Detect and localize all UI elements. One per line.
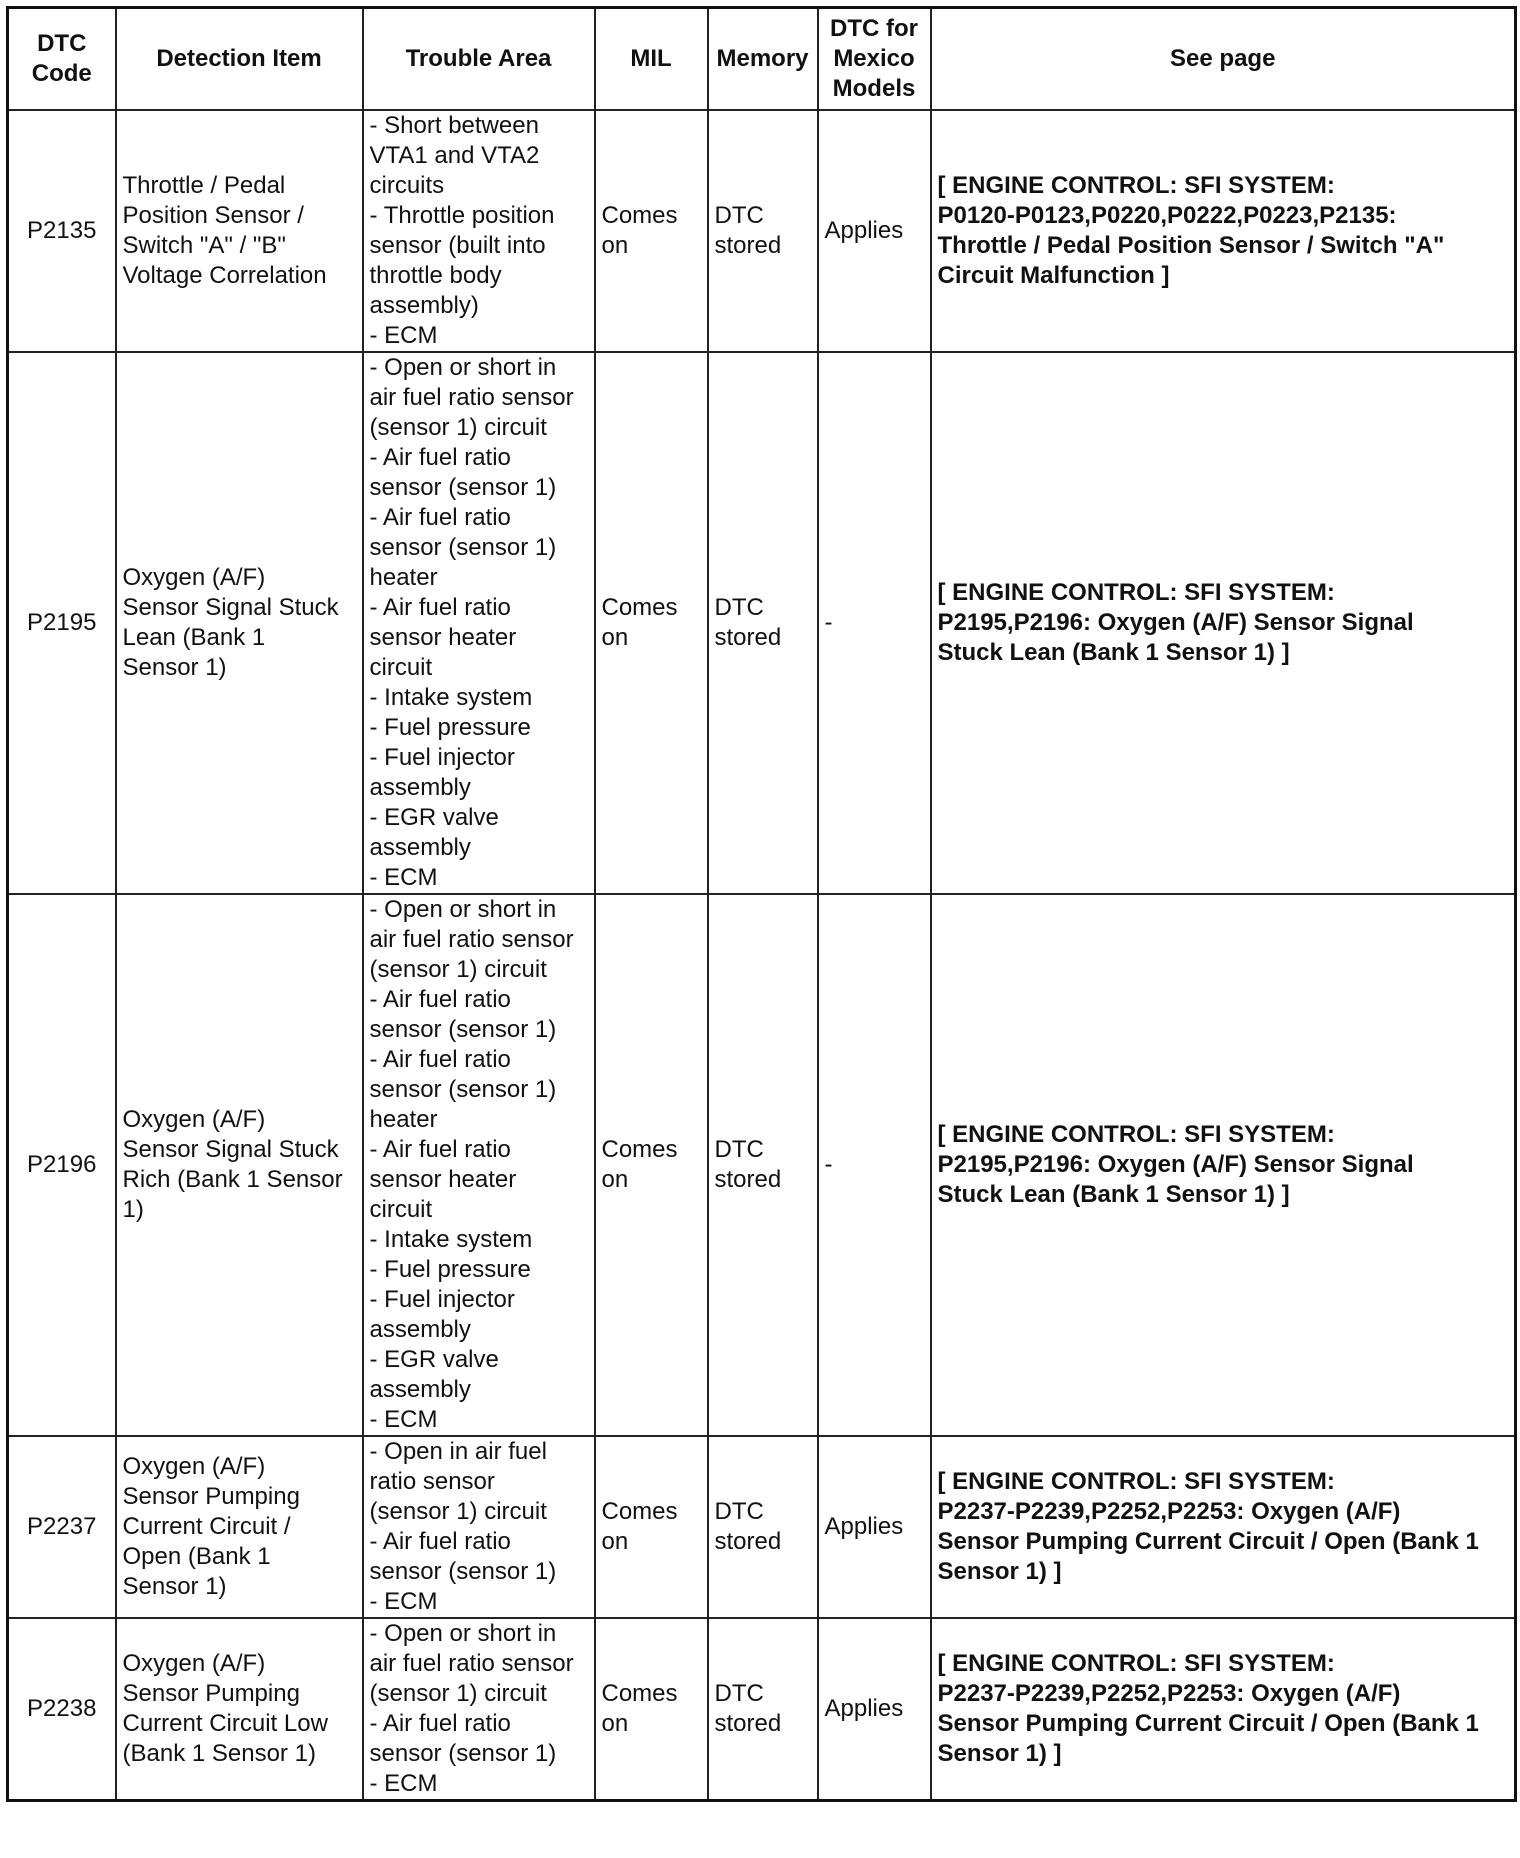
detection-item-cell-line: 1)	[122, 1196, 144, 1223]
trouble-area-cell-line: assembly	[369, 834, 471, 861]
detection-item-cell	[116, 1618, 363, 1801]
trouble-area-cell-line: - ECM	[369, 864, 438, 891]
see-page-link-line: Sensor Pumping Current Circuit / Open (Bank 1	[937, 1710, 1479, 1737]
dtc-code-cell: P2196	[8, 894, 116, 1436]
memory-cell	[708, 110, 818, 352]
detection-item-cell-line: Current Circuit /	[122, 1513, 291, 1540]
trouble-area-cell-line: (sensor 1) circuit	[369, 1680, 547, 1707]
memory-cell	[708, 1618, 818, 1801]
trouble-area-cell-line: circuit	[369, 1196, 433, 1223]
see-page-link-line: [ ENGINE CONTROL: SFI SYSTEM:	[937, 1650, 1335, 1677]
trouble-area-cell-line: heater	[369, 564, 438, 591]
detection-item-cell-line: Sensor 1)	[122, 1573, 227, 1600]
mexico-cell: Applies	[818, 1436, 931, 1618]
trouble-area-cell-line: circuits	[369, 172, 445, 199]
trouble-area-cell-line: heater	[369, 1106, 438, 1133]
see-page-link-line: Sensor 1) ]	[937, 1740, 1062, 1767]
see-page-link-line: Stuck Lean (Bank 1 Sensor 1) ]	[937, 639, 1290, 666]
trouble-area-cell-line: - Fuel injector	[369, 1286, 515, 1313]
table-row	[8, 352, 1516, 894]
detection-item-cell-line: Switch "A" / "B"	[122, 232, 286, 259]
memory-cell-line: DTC	[714, 202, 764, 229]
trouble-area-cell-line: - Air fuel ratio	[369, 504, 511, 531]
trouble-area-cell-line: - Air fuel ratio	[369, 1136, 511, 1163]
see-page-link-line: P2195,P2196: Oxygen (A/F) Sensor Signal	[937, 1151, 1414, 1178]
mil-cell	[595, 1618, 708, 1801]
header-dtc-code: DTC Code	[8, 8, 116, 111]
mexico-cell: Applies	[818, 110, 931, 352]
detection-item-cell	[116, 110, 363, 352]
trouble-area-cell-line: sensor (sensor 1)	[369, 474, 557, 501]
trouble-area-cell-line: - Open or short in	[369, 354, 557, 381]
see-page-link-line: [ ENGINE CONTROL: SFI SYSTEM:	[937, 579, 1335, 606]
see-page-link[interactable]	[931, 894, 1516, 1436]
see-page-link-line: [ ENGINE CONTROL: SFI SYSTEM:	[937, 1121, 1335, 1148]
detection-item-cell-line: Oxygen (A/F)	[122, 564, 266, 591]
header-mexico: DTC for Mexico Models	[818, 8, 931, 111]
trouble-area-cell-line: throttle body	[369, 262, 502, 289]
header-memory: Memory	[708, 8, 818, 111]
trouble-area-cell-line: sensor (built into	[369, 232, 546, 259]
see-page-link[interactable]	[931, 1618, 1516, 1801]
header-trouble-area: Trouble Area	[363, 8, 595, 111]
trouble-area-cell	[363, 1618, 595, 1801]
see-page-link-line: P2195,P2196: Oxygen (A/F) Sensor Signal	[937, 609, 1414, 636]
memory-cell-line: stored	[714, 1710, 782, 1737]
trouble-area-cell-line: - EGR valve	[369, 804, 499, 831]
trouble-area-cell-line: ratio sensor	[369, 1468, 495, 1495]
table-row	[8, 1436, 1516, 1618]
trouble-area-cell-line: - Fuel pressure	[369, 1256, 531, 1283]
mexico-cell: -	[818, 352, 931, 894]
trouble-area-cell	[363, 110, 595, 352]
trouble-area-cell-line: (sensor 1) circuit	[369, 956, 547, 983]
trouble-area-cell-line: sensor (sensor 1)	[369, 534, 557, 561]
detection-item-cell-line: Sensor Signal Stuck	[122, 1136, 339, 1163]
see-page-link-line: Sensor 1) ]	[937, 1558, 1062, 1585]
header-mil: MIL	[595, 8, 708, 111]
memory-cell-line: DTC	[714, 1498, 764, 1525]
memory-cell-line: DTC	[714, 594, 764, 621]
trouble-area-cell-line: - Open or short in	[369, 896, 557, 923]
see-page-link-line: Circuit Malfunction ]	[937, 262, 1170, 289]
trouble-area-cell-line: assembly	[369, 1316, 471, 1343]
see-page-link-line: Throttle / Pedal Position Sensor / Switch "A"	[937, 232, 1445, 259]
trouble-area-cell-line: - Fuel pressure	[369, 714, 531, 741]
trouble-area-cell-line: circuit	[369, 654, 433, 681]
trouble-area-cell-line: - ECM	[369, 1588, 438, 1615]
mil-cell-line: Comes	[601, 1498, 678, 1525]
trouble-area-cell-line: - Open or short in	[369, 1620, 557, 1647]
detection-item-cell-line: Sensor Pumping	[122, 1680, 300, 1707]
trouble-area-cell	[363, 352, 595, 894]
trouble-area-cell-line: assembly)	[369, 292, 479, 319]
dtc-code-cell: P2195	[8, 352, 116, 894]
mil-cell	[595, 1436, 708, 1618]
detection-item-cell-line: Sensor 1)	[122, 654, 227, 681]
detection-item-cell-line: Oxygen (A/F)	[122, 1453, 266, 1480]
mil-cell-line: on	[601, 232, 629, 259]
trouble-area-cell-line: - Fuel injector	[369, 744, 515, 771]
detection-item-cell-line: Sensor Pumping	[122, 1483, 300, 1510]
detection-item-cell-line: Throttle / Pedal	[122, 172, 286, 199]
dtc-table	[6, 6, 1517, 1802]
trouble-area-cell-line: VTA1 and VTA2	[369, 142, 540, 169]
see-page-link-line: Sensor Pumping Current Circuit / Open (Bank 1	[937, 1528, 1479, 1555]
detection-item-cell	[116, 894, 363, 1436]
dtc-code-cell: P2237	[8, 1436, 116, 1618]
detection-item-cell	[116, 1436, 363, 1618]
trouble-area-cell-line: sensor (sensor 1)	[369, 1016, 557, 1043]
mil-cell-line: Comes	[601, 1680, 678, 1707]
trouble-area-cell-line: - Air fuel ratio	[369, 1710, 511, 1737]
trouble-area-cell-line: - Air fuel ratio	[369, 1528, 511, 1555]
detection-item-cell-line: Oxygen (A/F)	[122, 1650, 266, 1677]
see-page-link[interactable]	[931, 110, 1516, 352]
mexico-cell: Applies	[818, 1618, 931, 1801]
memory-cell	[708, 1436, 818, 1618]
trouble-area-cell-line: - Air fuel ratio	[369, 594, 511, 621]
trouble-area-cell-line: - ECM	[369, 322, 438, 349]
trouble-area-cell	[363, 894, 595, 1436]
mil-cell	[595, 110, 708, 352]
table-row	[8, 1618, 1516, 1801]
mil-cell	[595, 894, 708, 1436]
memory-cell-line: stored	[714, 232, 782, 259]
trouble-area-cell-line: assembly	[369, 774, 471, 801]
trouble-area-cell-line: - Open in air fuel	[369, 1438, 547, 1465]
mil-cell	[595, 352, 708, 894]
header-detection-item: Detection Item	[116, 8, 363, 111]
mil-cell-line: Comes	[601, 202, 678, 229]
table-row	[8, 894, 1516, 1436]
trouble-area-cell-line: - Short between	[369, 112, 539, 139]
trouble-area-cell-line: sensor (sensor 1)	[369, 1740, 557, 1767]
trouble-area-cell-line: (sensor 1) circuit	[369, 1498, 547, 1525]
mexico-cell: -	[818, 894, 931, 1436]
detection-item-cell	[116, 352, 363, 894]
mil-cell-line: Comes	[601, 594, 678, 621]
memory-cell-line: stored	[714, 1528, 782, 1555]
trouble-area-cell-line: air fuel ratio sensor	[369, 384, 574, 411]
trouble-area-cell-line: - Intake system	[369, 1226, 533, 1253]
mil-cell-line: Comes	[601, 1136, 678, 1163]
trouble-area-cell-line: - ECM	[369, 1406, 438, 1433]
detection-item-cell-line: Rich (Bank 1 Sensor	[122, 1166, 343, 1193]
trouble-area-cell-line: sensor (sensor 1)	[369, 1558, 557, 1585]
trouble-area-cell-line: - Intake system	[369, 684, 533, 711]
detection-item-cell-line: Oxygen (A/F)	[122, 1106, 266, 1133]
see-page-link-line: Stuck Lean (Bank 1 Sensor 1) ]	[937, 1181, 1290, 1208]
header-row	[8, 8, 1516, 111]
trouble-area-cell-line: air fuel ratio sensor	[369, 926, 574, 953]
detection-item-cell-line: Sensor Signal Stuck	[122, 594, 339, 621]
dtc-code-cell: P2135	[8, 110, 116, 352]
detection-item-cell-line: Open (Bank 1	[122, 1543, 271, 1570]
memory-cell-line: stored	[714, 1166, 782, 1193]
see-page-link-line: [ ENGINE CONTROL: SFI SYSTEM:	[937, 172, 1335, 199]
table-row	[8, 110, 1516, 352]
mil-cell-line: on	[601, 1710, 629, 1737]
trouble-area-cell-line: - Air fuel ratio	[369, 1046, 511, 1073]
detection-item-cell-line: (Bank 1 Sensor 1)	[122, 1740, 316, 1767]
see-page-link-line: P2237-P2239,P2252,P2253: Oxygen (A/F)	[937, 1680, 1401, 1707]
header-see-page: See page	[931, 8, 1516, 111]
memory-cell-line: DTC	[714, 1136, 764, 1163]
detection-item-cell-line: Position Sensor /	[122, 202, 304, 229]
trouble-area-cell-line: sensor (sensor 1)	[369, 1076, 557, 1103]
mil-cell-line: on	[601, 1528, 629, 1555]
see-page-link[interactable]	[931, 1436, 1516, 1618]
trouble-area-cell-line: - ECM	[369, 1770, 438, 1797]
see-page-link-line: P0120-P0123,P0220,P0222,P0223,P2135:	[937, 202, 1397, 229]
trouble-area-cell-line: - EGR valve	[369, 1346, 499, 1373]
trouble-area-cell-line: - Air fuel ratio	[369, 986, 511, 1013]
trouble-area-cell-line: - Throttle position	[369, 202, 555, 229]
detection-item-cell-line: Current Circuit Low	[122, 1710, 328, 1737]
trouble-area-cell-line: sensor heater	[369, 1166, 517, 1193]
trouble-area-cell-line: sensor heater	[369, 624, 517, 651]
memory-cell	[708, 352, 818, 894]
mil-cell-line: on	[601, 624, 629, 651]
detection-item-cell-line: Voltage Correlation	[122, 262, 327, 289]
trouble-area-cell	[363, 1436, 595, 1618]
memory-cell	[708, 894, 818, 1436]
dtc-code-cell: P2238	[8, 1618, 116, 1801]
table-body	[8, 110, 1516, 1801]
trouble-area-cell-line: assembly	[369, 1376, 471, 1403]
trouble-area-cell-line: air fuel ratio sensor	[369, 1650, 574, 1677]
trouble-area-cell-line: - Air fuel ratio	[369, 444, 511, 471]
detection-item-cell-line: Lean (Bank 1	[122, 624, 266, 651]
trouble-area-cell-line: (sensor 1) circuit	[369, 414, 547, 441]
mil-cell-line: on	[601, 1166, 629, 1193]
see-page-link-line: [ ENGINE CONTROL: SFI SYSTEM:	[937, 1468, 1335, 1495]
see-page-link[interactable]	[931, 352, 1516, 894]
see-page-link-line: P2237-P2239,P2252,P2253: Oxygen (A/F)	[937, 1498, 1401, 1525]
memory-cell-line: DTC	[714, 1680, 764, 1707]
memory-cell-line: stored	[714, 624, 782, 651]
